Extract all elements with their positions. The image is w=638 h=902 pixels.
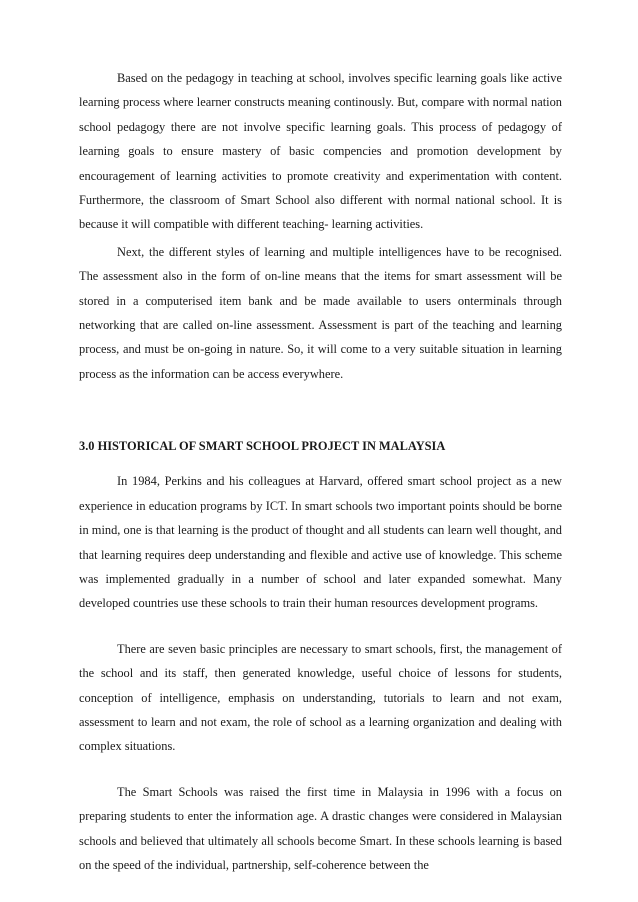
paragraph-principles: There are seven basic principles are necessary to smart schools, first, the management of the school and its staff, then generated knowledge, useful choice of lessons for students, conception of intelligence, emphasis on understanding, tutorials to learn and not exam, assessment to learn and not exam, the role of school as a learning organization and dealing with complex situations.	[79, 641, 562, 754]
paragraph-history: In 1984, Perkins and his colleagues at Harvard, offered smart school project as a new experience in education programs by ICT. In smart schools two important points should be borne in mind, one is that learning is the product of thought and all students can learn well thought, and that learning requires deep understanding and flexible and active use of knowledge. This scheme was implemented gradually in a number of school and later expanded somewhat. Many developed countries use these schools to train their human resources development programs.	[79, 474, 562, 611]
paragraph-malaysia: The Smart Schools was raised the first time in Malaysia in 1996 with a focus on preparing students to enter the information age. A drastic changes were considered in Malaysian schools and believed that ultimately all schools become Smart. In these schools learning is based on the speed of the individual, partnership, self-coherence between the	[79, 784, 562, 872]
section-heading: 3.0 HISTORICAL OF SMART SCHOOL PROJECT IN MALAYSIA	[79, 439, 446, 454]
paragraph-learning-styles: Next, the different styles of learning and multiple intelligences have to be recognised. The assessment also in the form of on-line means that the items for smart assessment will be stored in a computerised item bank and be made available to users onterminals through networking that are called on-line assessment. Assessment is part of the teaching and learning process, and must be on-going in nature. So, it will come to a very suitable situation in learning process as the information can be access everywhere.	[79, 244, 562, 381]
document-page	[79, 66, 562, 877]
paragraph-pedagogy: Based on the pedagogy in teaching at school, involves specific learning goals like active learning process where learner constructs meaning continously. But, compare with normal nation school pedagogy there are not involve specific learning goals. This process of pedagogy of learning goals to ensure mastery of basic compencies and promotion development by encouragement of learning activities to promote creativity and experimentation with content. Furthermore, the classroom of Smart School also different with normal national school. It is because it will compatible with different teaching- learning activities.	[79, 71, 562, 232]
